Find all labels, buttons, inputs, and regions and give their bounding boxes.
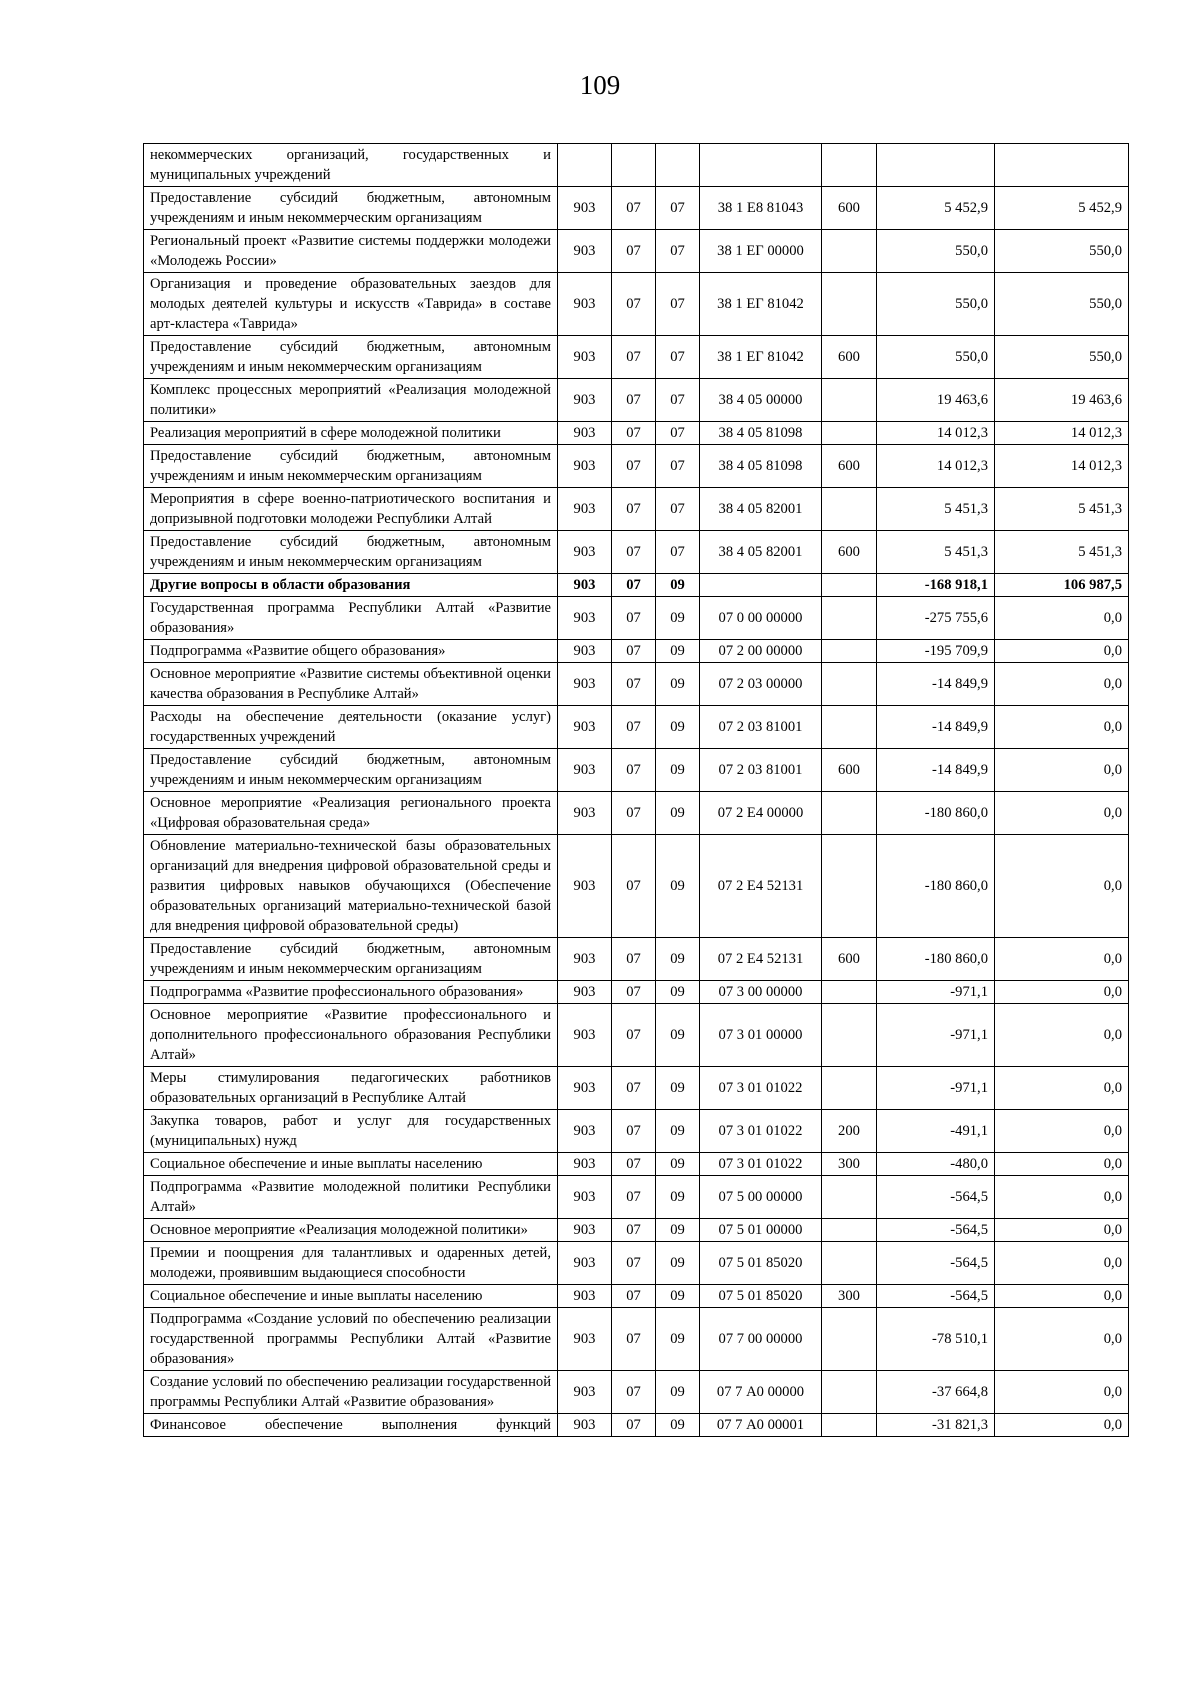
table-row [144,597,1129,640]
target-article-cell: 07 5 01 85020 [700,1242,822,1285]
amount-1-cell: -564,5 [877,1242,995,1285]
ministry-code-cell: 903 [558,1176,612,1219]
section-code-cell: 07 [612,336,656,379]
section-code-cell: 07 [612,445,656,488]
amount-1-cell: -195 709,9 [877,640,995,663]
amount-2-cell: 0,0 [995,1308,1129,1371]
ministry-code-cell: 903 [558,273,612,336]
amount-2-cell: 0,0 [995,792,1129,835]
expense-name-cell: Государственная программа Республики Алтай «Развитие образования» [144,597,558,640]
target-article-cell: 38 1 ЕГ 81042 [700,273,822,336]
amount-1-cell: -480,0 [877,1153,995,1176]
expense-name-cell: Финансовое обеспечение выполнения функций [144,1414,558,1437]
amount-2-cell: 550,0 [995,230,1129,273]
amount-2-cell: 0,0 [995,1219,1129,1242]
expense-name-cell: Закупка товаров, работ и услуг для государственных (муниципальных) нужд [144,1110,558,1153]
ministry-code-cell: 903 [558,1371,612,1414]
target-article-cell: 07 5 00 00000 [700,1176,822,1219]
expense-name-cell: Меры стимулирования педагогических работников образовательных организаций в Республике Алтай [144,1067,558,1110]
section-code-cell: 07 [612,1285,656,1308]
expense-type-cell [822,574,877,597]
section-code-cell: 07 [612,792,656,835]
target-article-cell: 07 3 01 01022 [700,1110,822,1153]
section-code-cell: 07 [612,1371,656,1414]
ministry-code-cell: 903 [558,749,612,792]
table-row [144,835,1129,938]
expense-type-cell [822,706,877,749]
subsection-code-cell: 07 [656,379,700,422]
subsection-code-cell: 09 [656,1371,700,1414]
section-code-cell: 07 [612,706,656,749]
table-row [144,187,1129,230]
expense-type-cell [822,835,877,938]
section-code-cell: 07 [612,1308,656,1371]
target-article-cell [700,144,822,187]
amount-2-cell: 14 012,3 [995,422,1129,445]
expense-type-cell [822,1308,877,1371]
target-article-cell: 38 4 05 00000 [700,379,822,422]
section-code-cell: 07 [612,938,656,981]
table-row [144,273,1129,336]
section-code-cell [612,144,656,187]
expense-type-cell [822,1067,877,1110]
target-article-cell: 07 2 03 81001 [700,749,822,792]
target-article-cell: 07 2 Е4 52131 [700,938,822,981]
subsection-code-cell: 09 [656,1242,700,1285]
expense-type-cell [822,1414,877,1437]
expense-name-cell: Региональный проект «Развитие системы поддержки молодежи «Молодежь России» [144,230,558,273]
expense-name-cell: Основное мероприятие «Реализация регионального проекта «Цифровая образовательная среда» [144,792,558,835]
ministry-code-cell: 903 [558,1242,612,1285]
section-code-cell: 07 [612,488,656,531]
expense-type-cell [822,488,877,531]
expense-name-cell: Предоставление субсидий бюджетным, автономным учреждениям и иным некоммерческим организациям [144,187,558,230]
table-row [144,1371,1129,1414]
subsection-code-cell: 09 [656,1219,700,1242]
subsection-code-cell: 09 [656,706,700,749]
expense-type-cell: 600 [822,187,877,230]
subsection-code-cell: 09 [656,1285,700,1308]
table-row [144,1153,1129,1176]
amount-1-cell: -180 860,0 [877,938,995,981]
subsection-code-cell: 07 [656,488,700,531]
expense-name-cell: Предоставление субсидий бюджетным, автономным учреждениям и иным некоммерческим организациям [144,749,558,792]
expense-type-cell: 600 [822,336,877,379]
amount-1-cell: -168 918,1 [877,574,995,597]
expense-name-cell: Подпрограмма «Развитие профессионального образования» [144,981,558,1004]
ministry-code-cell: 903 [558,1285,612,1308]
section-code-cell: 07 [612,1219,656,1242]
expense-type-cell [822,230,877,273]
amount-1-cell: 19 463,6 [877,379,995,422]
table-row [144,1242,1129,1285]
ministry-code-cell: 903 [558,1153,612,1176]
expense-type-cell: 600 [822,445,877,488]
expense-name-cell: Мероприятия в сфере военно-патриотического воспитания и допризывной подготовки молодежи Республики Алтай [144,488,558,531]
expense-name-cell: Социальное обеспечение и иные выплаты населению [144,1285,558,1308]
amount-1-cell: 5 451,3 [877,531,995,574]
subsection-code-cell: 07 [656,445,700,488]
amount-1-cell [877,144,995,187]
target-article-cell: 07 5 01 00000 [700,1219,822,1242]
section-code-cell: 07 [612,1414,656,1437]
subsection-code-cell: 07 [656,273,700,336]
expense-name-cell: Предоставление субсидий бюджетным, автономным учреждениям и иным некоммерческим организациям [144,531,558,574]
expense-type-cell [822,144,877,187]
table-row [144,1004,1129,1067]
expense-type-cell [822,1176,877,1219]
amount-2-cell: 5 452,9 [995,187,1129,230]
subsection-code-cell: 09 [656,792,700,835]
expense-type-cell [822,640,877,663]
section-code-cell: 07 [612,187,656,230]
table-row [144,445,1129,488]
expense-type-cell [822,273,877,336]
amount-1-cell: -180 860,0 [877,792,995,835]
expense-type-cell [822,597,877,640]
expense-type-cell: 300 [822,1153,877,1176]
expense-type-cell: 600 [822,531,877,574]
subsection-code-cell: 09 [656,1067,700,1110]
subsection-code-cell: 09 [656,597,700,640]
section-code-cell: 07 [612,981,656,1004]
amount-1-cell: -275 755,6 [877,597,995,640]
expense-name-cell: Основное мероприятие «Развитие системы объективной оценки качества образования в Республике Алтай» [144,663,558,706]
amount-1-cell: -971,1 [877,981,995,1004]
amount-2-cell: 0,0 [995,640,1129,663]
ministry-code-cell: 903 [558,1110,612,1153]
subsection-code-cell: 09 [656,574,700,597]
amount-1-cell: -564,5 [877,1285,995,1308]
ministry-code-cell: 903 [558,574,612,597]
ministry-code-cell [558,144,612,187]
amount-2-cell: 0,0 [995,1285,1129,1308]
subsection-code-cell: 07 [656,422,700,445]
table-row [144,1285,1129,1308]
expense-name-cell: Другие вопросы в области образования [144,574,558,597]
expense-type-cell [822,1004,877,1067]
expense-name-cell: Предоставление субсидий бюджетным, автономным учреждениям и иным некоммерческим организациям [144,445,558,488]
amount-1-cell: -564,5 [877,1219,995,1242]
ministry-code-cell: 903 [558,835,612,938]
expense-type-cell [822,422,877,445]
section-code-cell: 07 [612,1153,656,1176]
ministry-code-cell: 903 [558,531,612,574]
ministry-code-cell: 903 [558,1004,612,1067]
expense-name-cell: Создание условий по обеспечению реализации государственной программы Республики Алтай «Развитие образования» [144,1371,558,1414]
section-code-cell: 07 [612,663,656,706]
amount-2-cell: 550,0 [995,336,1129,379]
ministry-code-cell: 903 [558,488,612,531]
amount-2-cell: 0,0 [995,1067,1129,1110]
amount-1-cell: -491,1 [877,1110,995,1153]
expense-name-cell: Расходы на обеспечение деятельности (оказание услуг) государственных учреждений [144,706,558,749]
amount-2-cell: 0,0 [995,1153,1129,1176]
table-row [144,1308,1129,1371]
amount-1-cell: -180 860,0 [877,835,995,938]
target-article-cell: 38 4 05 81098 [700,445,822,488]
ministry-code-cell: 903 [558,597,612,640]
amount-2-cell: 0,0 [995,1414,1129,1437]
amount-2-cell: 5 451,3 [995,488,1129,531]
amount-2-cell: 0,0 [995,1371,1129,1414]
table-row [144,663,1129,706]
target-article-cell: 07 3 01 01022 [700,1067,822,1110]
amount-2-cell [995,144,1129,187]
amount-1-cell: 550,0 [877,273,995,336]
expense-name-cell: Социальное обеспечение и иные выплаты населению [144,1153,558,1176]
target-article-cell: 07 2 Е4 52131 [700,835,822,938]
target-article-cell: 07 2 03 00000 [700,663,822,706]
section-code-cell: 07 [612,422,656,445]
expense-name-cell: Подпрограмма «Развитие общего образования» [144,640,558,663]
amount-1-cell: -37 664,8 [877,1371,995,1414]
budget-table-body [144,144,1129,1437]
amount-1-cell: 550,0 [877,230,995,273]
expense-name-cell: некоммерческих организаций, государственных и муниципальных учреждений [144,144,558,187]
table-row [144,379,1129,422]
ministry-code-cell: 903 [558,706,612,749]
subsection-code-cell: 09 [656,640,700,663]
table-row [144,1110,1129,1153]
amount-2-cell: 106 987,5 [995,574,1129,597]
subsection-code-cell: 09 [656,1110,700,1153]
ministry-code-cell: 903 [558,445,612,488]
subsection-code-cell: 09 [656,749,700,792]
table-row [144,1219,1129,1242]
amount-2-cell: 0,0 [995,1242,1129,1285]
table-row [144,1414,1129,1437]
target-article-cell: 07 2 00 00000 [700,640,822,663]
amount-1-cell: -14 849,9 [877,706,995,749]
ministry-code-cell: 903 [558,187,612,230]
section-code-cell: 07 [612,835,656,938]
expense-name-cell: Основное мероприятие «Реализация молодежной политики» [144,1219,558,1242]
subsection-code-cell: 09 [656,1176,700,1219]
section-code-cell: 07 [612,1242,656,1285]
table-row [144,981,1129,1004]
ministry-code-cell: 903 [558,1219,612,1242]
table-row [144,640,1129,663]
expense-name-cell: Реализация мероприятий в сфере молодежной политики [144,422,558,445]
subsection-code-cell: 09 [656,1153,700,1176]
subsection-code-cell: 07 [656,531,700,574]
amount-2-cell: 0,0 [995,706,1129,749]
target-article-cell: 38 4 05 82001 [700,488,822,531]
expense-type-cell [822,379,877,422]
subsection-code-cell: 09 [656,938,700,981]
subsection-code-cell: 07 [656,230,700,273]
target-article-cell: 07 3 01 01022 [700,1153,822,1176]
subsection-code-cell: 09 [656,1308,700,1371]
expense-type-cell [822,981,877,1004]
target-article-cell: 38 1 ЕГ 81042 [700,336,822,379]
budget-table [143,143,1129,1437]
amount-1-cell: -971,1 [877,1004,995,1067]
target-article-cell: 07 0 00 00000 [700,597,822,640]
expense-type-cell [822,663,877,706]
amount-2-cell: 0,0 [995,835,1129,938]
ministry-code-cell: 903 [558,230,612,273]
amount-2-cell: 19 463,6 [995,379,1129,422]
table-row [144,1176,1129,1219]
amount-2-cell: 0,0 [995,663,1129,706]
amount-2-cell: 0,0 [995,749,1129,792]
table-row [144,488,1129,531]
ministry-code-cell: 903 [558,640,612,663]
subsection-code-cell: 07 [656,336,700,379]
expense-name-cell: Основное мероприятие «Развитие профессионального и дополнительного профессионального образования Республики Алтай» [144,1004,558,1067]
ministry-code-cell: 903 [558,379,612,422]
amount-1-cell: 5 451,3 [877,488,995,531]
section-code-cell: 07 [612,230,656,273]
ministry-code-cell: 903 [558,336,612,379]
amount-2-cell: 0,0 [995,1004,1129,1067]
target-article-cell: 07 7 А0 00000 [700,1371,822,1414]
target-article-cell: 07 5 01 85020 [700,1285,822,1308]
table-row [144,1067,1129,1110]
expense-type-cell [822,1219,877,1242]
table-row [144,574,1129,597]
target-article-cell: 38 1 Е8 81043 [700,187,822,230]
page-number: 109 [579,70,621,100]
section-code-cell: 07 [612,531,656,574]
ministry-code-cell: 903 [558,938,612,981]
ministry-code-cell: 903 [558,1414,612,1437]
expense-name-cell: Премии и поощрения для талантливых и одаренных детей, молодежи, проявившим выдающиеся способности [144,1242,558,1285]
table-row [144,531,1129,574]
target-article-cell: 38 4 05 82001 [700,531,822,574]
expense-type-cell: 600 [822,749,877,792]
target-article-cell: 07 3 00 00000 [700,981,822,1004]
section-code-cell: 07 [612,574,656,597]
expense-name-cell: Организация и проведение образовательных заездов для молодых деятелей культуры и искусств «Таврида» в составе арт-кластера «Таврида» [144,273,558,336]
expense-name-cell: Подпрограмма «Развитие молодежной политики Республики Алтай» [144,1176,558,1219]
target-article-cell: 07 2 03 81001 [700,706,822,749]
amount-2-cell: 0,0 [995,597,1129,640]
table-row [144,706,1129,749]
amount-2-cell: 14 012,3 [995,445,1129,488]
subsection-code-cell: 07 [656,187,700,230]
section-code-cell: 07 [612,1176,656,1219]
section-code-cell: 07 [612,273,656,336]
amount-2-cell: 5 451,3 [995,531,1129,574]
amount-2-cell: 0,0 [995,938,1129,981]
amount-1-cell: 550,0 [877,336,995,379]
ministry-code-cell: 903 [558,663,612,706]
table-row [144,336,1129,379]
section-code-cell: 07 [612,597,656,640]
table-row [144,749,1129,792]
subsection-code-cell: 09 [656,663,700,706]
amount-1-cell: 14 012,3 [877,445,995,488]
expense-type-cell: 600 [822,938,877,981]
subsection-code-cell: 09 [656,1414,700,1437]
section-code-cell: 07 [612,1004,656,1067]
subsection-code-cell [656,144,700,187]
target-article-cell: 07 3 01 00000 [700,1004,822,1067]
expense-name-cell: Обновление материально-технической базы образовательных организаций для внедрения цифровой образовательной среды и развития цифровых навыков обучающихся (Обеспечение образовательных организаций материально-технической базой для внедрения цифровой образовательной среды) [144,835,558,938]
amount-1-cell: -971,1 [877,1067,995,1110]
expense-type-cell: 200 [822,1110,877,1153]
ministry-code-cell: 903 [558,1308,612,1371]
target-article-cell: 38 1 ЕГ 00000 [700,230,822,273]
section-code-cell: 07 [612,749,656,792]
ministry-code-cell: 903 [558,422,612,445]
expense-name-cell: Подпрограмма «Создание условий по обеспечению реализации государственной программы Республики Алтай «Развитие образования» [144,1308,558,1371]
section-code-cell: 07 [612,1110,656,1153]
target-article-cell: 07 7 А0 00001 [700,1414,822,1437]
amount-1-cell: -31 821,3 [877,1414,995,1437]
table-row [144,792,1129,835]
table-row [144,144,1129,187]
expense-name-cell: Предоставление субсидий бюджетным, автономным учреждениям и иным некоммерческим организациям [144,336,558,379]
target-article-cell: 07 2 Е4 00000 [700,792,822,835]
target-article-cell [700,574,822,597]
amount-2-cell: 0,0 [995,981,1129,1004]
ministry-code-cell: 903 [558,792,612,835]
target-article-cell: 07 7 00 00000 [700,1308,822,1371]
subsection-code-cell: 09 [656,1004,700,1067]
subsection-code-cell: 09 [656,981,700,1004]
ministry-code-cell: 903 [558,981,612,1004]
section-code-cell: 07 [612,1067,656,1110]
ministry-code-cell: 903 [558,1067,612,1110]
expense-type-cell [822,792,877,835]
table-row [144,938,1129,981]
amount-1-cell: -14 849,9 [877,663,995,706]
expense-name-cell: Комплекс процессных мероприятий «Реализация молодежной политики» [144,379,558,422]
amount-1-cell: -14 849,9 [877,749,995,792]
expense-type-cell [822,1242,877,1285]
expense-type-cell [822,1371,877,1414]
amount-1-cell: 14 012,3 [877,422,995,445]
amount-2-cell: 550,0 [995,273,1129,336]
amount-1-cell: -78 510,1 [877,1308,995,1371]
amount-1-cell: -564,5 [877,1176,995,1219]
amount-2-cell: 0,0 [995,1110,1129,1153]
amount-2-cell: 0,0 [995,1176,1129,1219]
section-code-cell: 07 [612,640,656,663]
table-row [144,422,1129,445]
subsection-code-cell: 09 [656,835,700,938]
table-row [144,230,1129,273]
target-article-cell: 38 4 05 81098 [700,422,822,445]
section-code-cell: 07 [612,379,656,422]
expense-name-cell: Предоставление субсидий бюджетным, автономным учреждениям и иным некоммерческим организациям [144,938,558,981]
expense-type-cell: 300 [822,1285,877,1308]
amount-1-cell: 5 452,9 [877,187,995,230]
